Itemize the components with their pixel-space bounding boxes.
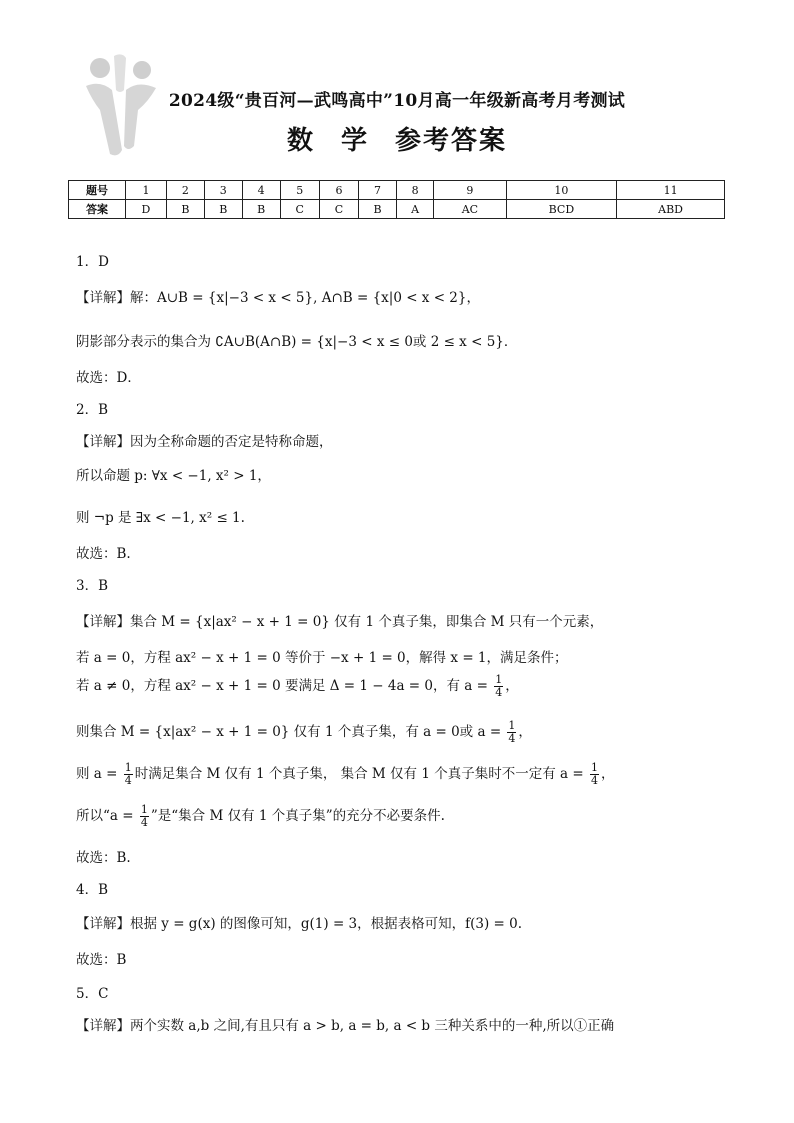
question-heading: 3．B [76,578,109,594]
solution-text: 【详解】集合 M = {x|ax² − x + 1 = 0} 仅有 1 个真子集，即集合 M 只有一个元素， [76,614,604,630]
fraction [590,762,599,787]
text-segment: 若 a ≠ 0，方程 ax² − x + 1 = 0 要满足 Δ = 1 − 4a = 0，有 a = [76,678,488,694]
table-cell: A [396,200,433,219]
text-segment: 则集合 M = {x|ax² − x + 1 = 0} 仅有 1 个真子集，有 a = 0或 a = [76,724,502,740]
punctuation: ， [505,678,519,694]
solution-text: 若 a = 0，方程 ax² − x + 1 = 0 等价于 −x + 1 = 0，解得 x = 1，满足条件； [76,650,568,666]
table-cell: 10 [506,181,617,200]
answer-choice: 故选：B. [76,546,131,562]
title-word-2: 学 [340,126,369,156]
answer-choice: 故选：B. [76,850,131,866]
text-segment: 时满足集合 M 仅有 1 个真子集， 集合 M 仅有 1 个真子集时不一定有 a = [134,766,584,782]
table-cell: 9 [434,181,506,200]
fraction [124,762,133,787]
table-cell: B [166,200,204,219]
table-cell: AC [434,200,506,219]
fraction [507,720,516,745]
fraction-numerator: 1 [508,719,516,732]
answer-table [68,180,725,219]
table-cell: 8 [396,181,433,200]
table-cell: 3 [204,181,242,200]
fraction-numerator: 1 [140,803,148,816]
question-heading: 2．B [76,402,109,418]
solution-text: 所以命题 p: ∀x < −1, x² > 1， [76,468,271,484]
punctuation: ， [518,724,532,740]
fraction-numerator: 1 [124,761,132,774]
exam-title: 2024级“贵百河—武鸣高中”10月高一年级新高考月考测试 [168,91,626,111]
table-row-answers [69,200,725,219]
fraction [494,674,503,699]
text-segment: 则 a = [76,766,118,782]
solution-text: 则 ¬p 是 ∃x < −1, x² ≤ 1. [76,510,245,526]
table-cell: 6 [319,181,358,200]
answer-choice: 故选：B [76,952,127,968]
text-segment: ”是“集合 M 仅有 1 个真子集”的充分不必要条件. [150,808,445,824]
table-cell: 2 [166,181,204,200]
table-cell: 5 [280,181,319,200]
row-label-number: 题号 [69,181,126,200]
solution-text [76,804,445,829]
row-label-answer: 答案 [69,200,126,219]
table-cell: C [319,200,358,219]
title-word-3: 参考答案 [395,126,508,156]
table-row-numbers [69,181,725,200]
table-cell: B [242,200,280,219]
table-cell: 7 [359,181,397,200]
table-cell: B [204,200,242,219]
fraction-denominator: 4 [590,774,598,787]
text-segment: 所以“a = [76,808,134,824]
fraction-denominator: 4 [495,686,503,699]
table-cell: 11 [617,181,725,200]
question-heading: 4．B [76,882,109,898]
fraction-numerator: 1 [590,761,598,774]
answer-choice: 故选：D． [76,370,141,386]
title-word-1: 数 [286,126,315,156]
question-heading: 1．D [76,254,109,270]
punctuation: ， [600,766,615,782]
fraction-numerator: 1 [495,673,503,686]
fraction [140,804,149,829]
solution-text [76,720,532,745]
table-cell: D [126,200,167,219]
solution-text: 阴影部分表示的集合为 ∁A∪B(A∩B) = {x|−3 < x ≤ 0或 2 ≤ x < 5}． [76,334,518,350]
solution-text [76,674,519,699]
table-cell: 4 [242,181,280,200]
table-cell: 1 [126,181,167,200]
fraction-denominator: 4 [508,732,516,745]
table-cell: C [280,200,319,219]
fraction-denominator: 4 [124,774,132,787]
fraction-denominator: 4 [140,816,148,829]
solution-text: 【详解】根据 y = g(x) 的图像可知，g(1) = 3，根据表格可知，f(3) = 0. [76,916,523,932]
question-heading: 5．C [76,986,109,1002]
table-cell: ABD [617,200,725,219]
table-cell: BCD [506,200,617,219]
solution-text: 【详解】因为全称命题的否定是特称命题， [76,434,333,450]
solution-text: 【详解】两个实数 a,b 之间,有且只有 a > b, a = b, a < b 三种关系中的一种,所以①正确 [76,1018,615,1034]
solution-text [76,762,614,787]
solution-text: 【详解】解：A∪B = {x|−3 < x < 5}, A∩B = {x|0 < x < 2}， [76,290,480,306]
document-title [0,120,794,157]
table-cell: B [359,200,397,219]
